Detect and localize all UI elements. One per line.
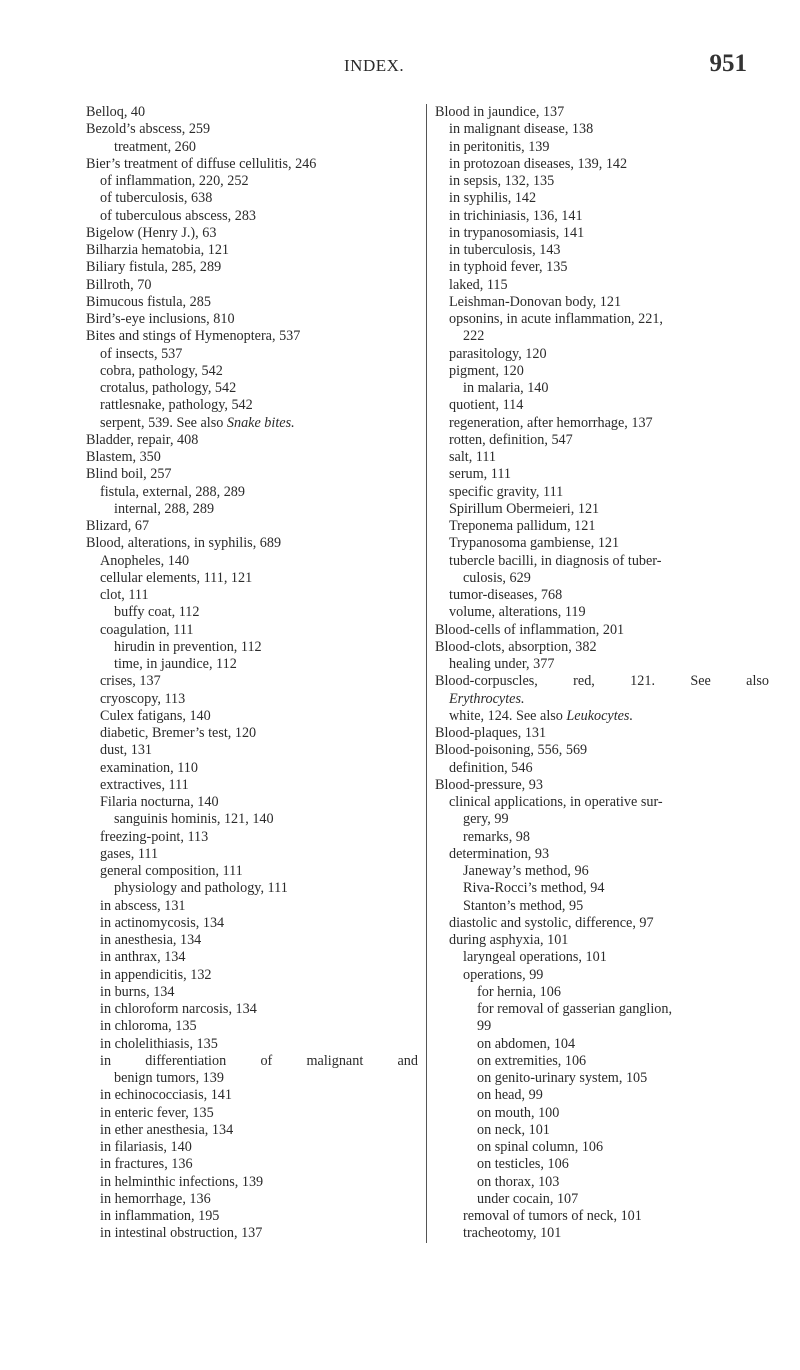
page-header: [0, 50, 800, 80]
index-entry: [86, 294, 418, 311]
index-entry: [86, 397, 418, 414]
index-entry-text: crises, 137: [100, 673, 161, 690]
index-entry: [86, 380, 418, 397]
index-entry-text: diastolic and systolic, difference, 97: [449, 914, 654, 931]
index-entry-text: during asphyxia, 101: [449, 932, 569, 948]
index-entry: [435, 121, 769, 138]
index-column-right: [426, 104, 769, 1243]
index-entry-text: Blood-pressure, 93: [435, 776, 543, 793]
index-entry: [86, 363, 418, 380]
page-number: 951: [709, 50, 747, 77]
index-entry-text: of tuberculous abscess, 283: [100, 207, 257, 224]
index-entry-text: Blood-clots, absorption, 382: [435, 638, 597, 655]
index-entry: [435, 639, 769, 656]
index-entry: [435, 949, 769, 966]
index-entry-text: physiology and pathology, 111: [114, 880, 288, 897]
index-entry: [86, 466, 418, 483]
index-entry-text: regeneration, after hemorrhage, 137: [449, 414, 653, 431]
index-entry: [86, 415, 418, 432]
index-entry-text: Blood, alterations, in syphilis, 689: [86, 535, 282, 552]
index-entry: [435, 1139, 769, 1156]
index-entry-text: of inflammation, 220, 252: [100, 173, 249, 189]
index-entry-text: in malignant disease, 138: [449, 121, 594, 138]
index-entry: [86, 1001, 418, 1018]
index-entry: [86, 725, 418, 742]
index-entry: [86, 1156, 418, 1173]
index-entry: [86, 742, 418, 759]
index-entry: [435, 466, 769, 483]
index-entry-text: on head, 99: [477, 1087, 543, 1104]
index-entry: [435, 173, 769, 190]
index-entry: [435, 397, 769, 414]
running-head: INDEX.: [344, 56, 405, 75]
index-entry-text: Spirillum Obermeieri, 121: [449, 500, 600, 517]
index-entry-text: Billroth, 70: [86, 276, 152, 293]
index-entry-text: Blood-plaques, 131: [435, 725, 547, 741]
index-entry-text: definition, 546: [449, 759, 533, 776]
index-entry: [86, 846, 418, 863]
index-entry-text: 99: [477, 1018, 492, 1035]
index-entry-text: Anopheles, 140: [100, 552, 190, 569]
index-entry: [86, 208, 418, 225]
index-entry-text: Leishman-Donovan body, 121: [449, 293, 622, 310]
index-entry-text: fistula, external, 288, 289: [100, 483, 245, 500]
index-entry: [435, 501, 769, 518]
index-entry: [435, 932, 769, 949]
index-entry: [86, 1174, 418, 1191]
index-entry-text: Trypanosoma gambiense, 121: [449, 535, 620, 552]
index-entry: [435, 570, 769, 587]
index-entry-text: Bird’s-eye inclusions, 810: [86, 311, 235, 327]
index-entry-text: on neck, 101: [477, 1121, 550, 1138]
index-entry: [86, 535, 418, 552]
index-entry: [86, 811, 418, 828]
index-entry: [435, 259, 769, 276]
index-entry: [86, 1087, 418, 1104]
index-entry: [86, 1225, 418, 1242]
index-entry: [435, 242, 769, 259]
index-entry: [86, 225, 418, 242]
index-entry: [86, 932, 418, 949]
index-entry: [435, 1001, 769, 1018]
index-entry: [435, 622, 769, 639]
index-entry-text: culosis, 629: [463, 569, 531, 586]
index-entry-text: for removal of gasserian ganglion,: [477, 1001, 673, 1017]
index-entry-text: of insects, 537: [100, 345, 183, 362]
index-entry-text: in cholelithiasis, 135: [100, 1035, 218, 1052]
index-entry-text: gery, 99: [463, 811, 509, 828]
index-entry: [86, 156, 418, 173]
index-entry-text: Bimucous fistula, 285: [86, 293, 211, 310]
index-entry-text: in syphilis, 142: [449, 190, 537, 207]
index-entry: [86, 691, 418, 708]
index-entry: [86, 1018, 418, 1035]
index-entry: [86, 656, 418, 673]
index-entry: [86, 1070, 418, 1087]
index-entry: [86, 1105, 418, 1122]
index-entry-text: in chloroform narcosis, 134: [100, 1001, 257, 1017]
index-entry-text: Blizard, 67: [86, 518, 150, 534]
index-entry-text: hirudin in prevention, 112: [114, 638, 262, 655]
index-entry: [435, 1174, 769, 1191]
index-entry-text: Belloq, 40: [86, 104, 146, 120]
index-entry-text: cellular elements, 111, 121: [100, 569, 253, 586]
index-entry-cross-reference: Erythrocytes.: [449, 690, 525, 707]
index-entry: [86, 173, 418, 190]
index-entry: [86, 432, 418, 449]
index-entry: [435, 363, 769, 380]
index-entry: [86, 1191, 418, 1208]
index-entry: [435, 225, 769, 242]
index-entry: [435, 277, 769, 294]
index-entry-text: coagulation, 111: [100, 621, 194, 638]
index-entry-text: in protozoan diseases, 139, 142: [449, 155, 628, 172]
index-entry-text: Bezold’s abscess, 259: [86, 121, 211, 138]
index-entry-text: examination, 110: [100, 759, 198, 776]
index-entry-text: pigment, 120: [449, 362, 524, 379]
index-entry: [435, 535, 769, 552]
index-entry-text: Culex fatigans, 140: [100, 707, 211, 724]
index-entry-text: on testicles, 106: [477, 1156, 569, 1173]
index-entry: [435, 898, 769, 915]
index-entry: [86, 829, 418, 846]
index-entry-text: Bladder, repair, 408: [86, 431, 199, 448]
index-entry: [86, 277, 418, 294]
index-entry-text: buffy coat, 112: [114, 604, 200, 621]
index-entry: [435, 967, 769, 984]
index-column-left: [86, 104, 418, 1243]
index-entry: [86, 949, 418, 966]
index-entry-text: on extremities, 106: [477, 1052, 587, 1069]
index-entry-text: laryngeal operations, 101: [463, 949, 607, 966]
index-entry-text: under cocain, 107: [477, 1190, 579, 1207]
index-entry: [435, 587, 769, 604]
index-entry-text: in filariasis, 140: [100, 1139, 192, 1155]
index-entry: [435, 1225, 769, 1242]
index-entry: [86, 967, 418, 984]
index-entry-text: treatment, 260: [114, 138, 196, 155]
index-entry-text: dust, 131: [100, 742, 153, 759]
index-entry: [435, 1036, 769, 1053]
index-entry: [435, 156, 769, 173]
index-entry-text: freezing-point, 113: [100, 828, 209, 845]
index-entry-text: in inflammation, 195: [100, 1208, 220, 1224]
index-entry: [435, 380, 769, 397]
index-entry-text: time, in jaundice, 112: [114, 656, 237, 672]
index-entry-text: Riva-Rocci’s method, 94: [463, 880, 605, 897]
index-entry-text: diabetic, Bremer’s test, 120: [100, 725, 257, 741]
index-entry: [435, 863, 769, 880]
index-entry: [435, 553, 769, 570]
index-entry-text: removal of tumors of neck, 101: [463, 1208, 642, 1224]
index-entry-text: clinical applications, in operative sur-: [449, 794, 663, 810]
index-entry: [86, 259, 418, 276]
index-entry: [86, 898, 418, 915]
index-entry-text: in peritonitis, 139: [449, 138, 550, 155]
index-entry: [435, 1156, 769, 1173]
index-entry-text: Bites and stings of Hymenoptera, 537: [86, 328, 301, 345]
index-entry: [435, 1087, 769, 1104]
index-entry: [86, 863, 418, 880]
index-entry: [435, 673, 769, 690]
index-entry-text: in ether anesthesia, 134: [100, 1121, 234, 1138]
index-entry-text: remarks, 98: [463, 828, 530, 845]
index-entry-text: Blood-cells of inflammation, 201: [435, 621, 625, 638]
index-entry: [86, 501, 418, 518]
index-entry: [435, 1053, 769, 1070]
index-entry-text: serum, 111: [449, 466, 511, 483]
index-entry: [86, 242, 418, 259]
index-entry-text: laked, 115: [449, 276, 508, 293]
index-entry-text: in fractures, 136: [100, 1156, 193, 1173]
index-entry-text: in malaria, 140: [463, 380, 549, 396]
index-entry: [435, 880, 769, 897]
index-entry: [86, 639, 418, 656]
index-entry-text: cobra, pathology, 542: [100, 362, 223, 379]
index-entry: [435, 518, 769, 535]
index-entry: [435, 484, 769, 501]
index-entry: [86, 139, 418, 156]
index-entry-text: Blind boil, 257: [86, 466, 172, 483]
index-entry-text: tracheotomy, 101: [463, 1225, 562, 1242]
index-entry: [435, 415, 769, 432]
index-entry-text: rattlesnake, pathology, 542: [100, 397, 253, 414]
index-entry: [435, 984, 769, 1001]
index-entry: [435, 1191, 769, 1208]
index-entry-text: Blood-poisoning, 556, 569: [435, 742, 588, 759]
index-entry: [86, 449, 418, 466]
index-entry-text: in trichiniasis, 136, 141: [449, 207, 583, 224]
index-entry: [86, 553, 418, 570]
index-entry: [435, 1070, 769, 1087]
index-entry: [86, 518, 418, 535]
index-entry: [435, 725, 769, 742]
index-entry: [435, 1018, 769, 1035]
index-entry-text: benign tumors, 139: [114, 1070, 224, 1086]
index-entry-text: of tuberculosis, 638: [100, 190, 213, 207]
index-entry-text: salt, 111: [449, 449, 497, 465]
index-entry-text: Blood in jaundice, 137: [435, 104, 565, 120]
index-entry-text: quotient, 114: [449, 397, 524, 414]
index-entry-text: Janeway’s method, 96: [463, 863, 589, 879]
index-entry-text: on spinal column, 106: [477, 1139, 604, 1155]
index-entry: [435, 328, 769, 345]
index-entry-text: in differentiation of malignant and: [100, 1052, 418, 1069]
index-entry: [86, 984, 418, 1001]
index-entry: [86, 346, 418, 363]
index-entry: [86, 880, 418, 897]
index-entry: [435, 294, 769, 311]
index-entry-text: for hernia, 106: [477, 983, 561, 1000]
index-entry: [435, 432, 769, 449]
index-entry: [435, 811, 769, 828]
index-entry-text: determination, 93: [449, 845, 550, 862]
index-entry-text: on genito-urinary system, 105: [477, 1070, 648, 1086]
index-entry: [435, 708, 769, 725]
index-entry-text: volume, alterations, 119: [449, 604, 586, 621]
index-entry-text: in tuberculosis, 143: [449, 242, 561, 258]
index-entry: [435, 1122, 769, 1139]
index-entry-text: in sepsis, 132, 135: [449, 173, 555, 189]
index-entry-text: extractives, 111: [100, 776, 189, 793]
index-entry-text: crotalus, pathology, 542: [100, 380, 237, 396]
index-entry: [435, 139, 769, 156]
index-entry: [86, 190, 418, 207]
index-entry-text: Stanton’s method, 95: [463, 897, 584, 914]
index-entry: [86, 328, 418, 345]
index-entry: [86, 1139, 418, 1156]
index-entry-text: gases, 111: [100, 845, 159, 862]
index-entry-text: in actinomycosis, 134: [100, 914, 225, 931]
index-entry: [435, 190, 769, 207]
index-entry: [86, 1036, 418, 1053]
index-entry: [435, 760, 769, 777]
index-entry-text: in appendicitis, 132: [100, 966, 212, 983]
index-entry: [86, 604, 418, 621]
index-entry: [435, 604, 769, 621]
index-entry: [86, 570, 418, 587]
index-entry-cross-reference: Leukocytes.: [566, 707, 633, 724]
index-entry: [435, 829, 769, 846]
index-entry-text: 222: [463, 328, 485, 345]
index-entry-text: Biliary fistula, 285, 289: [86, 259, 222, 276]
index-entry: [435, 449, 769, 466]
index-entry-text: white, 124. See also: [449, 707, 567, 724]
index-entry: [435, 794, 769, 811]
index-entry-text: in trypanosomiasis, 141: [449, 224, 585, 241]
index-entry-text: specific gravity, 111: [449, 483, 564, 500]
index-entry: [86, 794, 418, 811]
index-entry: [86, 622, 418, 639]
index-entry-text: in enteric fever, 135: [100, 1104, 214, 1121]
index-entry-text: in typhoid fever, 135: [449, 259, 568, 276]
index-entry-text: sanguinis hominis, 121, 140: [114, 811, 274, 828]
index-entry: [435, 104, 769, 121]
index-entry: [86, 1053, 418, 1070]
index-entry: [86, 104, 418, 121]
index-entry: [86, 1122, 418, 1139]
index-entry: [86, 1208, 418, 1225]
index-entry: [86, 484, 418, 501]
index-entry-text: in abscess, 131: [100, 897, 186, 914]
index-entry-text: in echinococciasis, 141: [100, 1087, 232, 1104]
index-entry-text: in hemorrhage, 136: [100, 1190, 211, 1207]
index-entry: [86, 760, 418, 777]
index-entry-text: on abdomen, 104: [477, 1035, 576, 1052]
index-entry-text: on thorax, 103: [477, 1173, 560, 1190]
index-entry-text: cryoscopy, 113: [100, 690, 186, 707]
index-entry-text: Treponema pallidum, 121: [449, 518, 596, 534]
index-entry-text: Blood-corpuscles, red, 121. See also: [435, 673, 769, 690]
index-entry: [435, 915, 769, 932]
index-entry: [86, 915, 418, 932]
index-entry-text: Bier’s treatment of diffuse cellulitis, 246: [86, 155, 317, 172]
index-entry-text: serpent, 539. See also: [100, 414, 227, 431]
index-entry: [435, 777, 769, 794]
index-entry-text: in anesthesia, 134: [100, 932, 202, 948]
index-entry-text: operations, 99: [463, 966, 544, 983]
index-entry: [86, 311, 418, 328]
index-entry: [435, 346, 769, 363]
index-entry-text: opsonins, in acute inflammation, 221,: [449, 311, 663, 327]
index-entry-text: in anthrax, 134: [100, 949, 186, 966]
index-entry-text: in burns, 134: [100, 983, 175, 1000]
index-entry-text: tubercle bacilli, in diagnosis of tuber-: [449, 552, 662, 569]
index-entry-text: Filaria nocturna, 140: [100, 794, 219, 810]
index-entry-text: in chloroma, 135: [100, 1018, 197, 1035]
index-entry-text: clot, 111: [100, 587, 149, 603]
index-entry: [86, 673, 418, 690]
index-entry-text: tumor-diseases, 768: [449, 587, 563, 603]
index-entry-text: Bigelow (Henry J.), 63: [86, 224, 217, 241]
index-entry-text: Bilharzia hematobia, 121: [86, 242, 230, 258]
index-entry: [435, 742, 769, 759]
index-entry-text: in helminthic infections, 139: [100, 1173, 264, 1190]
index-entry-text: in intestinal obstruction, 137: [100, 1225, 263, 1242]
index-entry: [435, 846, 769, 863]
index-entry-text: healing under, 377: [449, 656, 555, 672]
index-entry-text: general composition, 111: [100, 863, 243, 879]
index-entry: [86, 708, 418, 725]
index-entry-text: Blastem, 350: [86, 449, 161, 465]
index-entry: [86, 587, 418, 604]
index-entry: [435, 656, 769, 673]
index-entry: [86, 121, 418, 138]
index-entry: [435, 311, 769, 328]
index-entry: [86, 777, 418, 794]
index-entry-text: rotten, definition, 547: [449, 431, 573, 448]
index-entry-text: on mouth, 100: [477, 1104, 560, 1121]
index-entry: [435, 1105, 769, 1122]
index-entry-cross-reference: Snake bites.: [226, 414, 295, 431]
index-entry-text: parasitology, 120: [449, 345, 547, 362]
index-entry: [435, 1208, 769, 1225]
index-entry-text: internal, 288, 289: [114, 500, 215, 517]
index-entry: [435, 208, 769, 225]
index-entry: [435, 691, 769, 708]
